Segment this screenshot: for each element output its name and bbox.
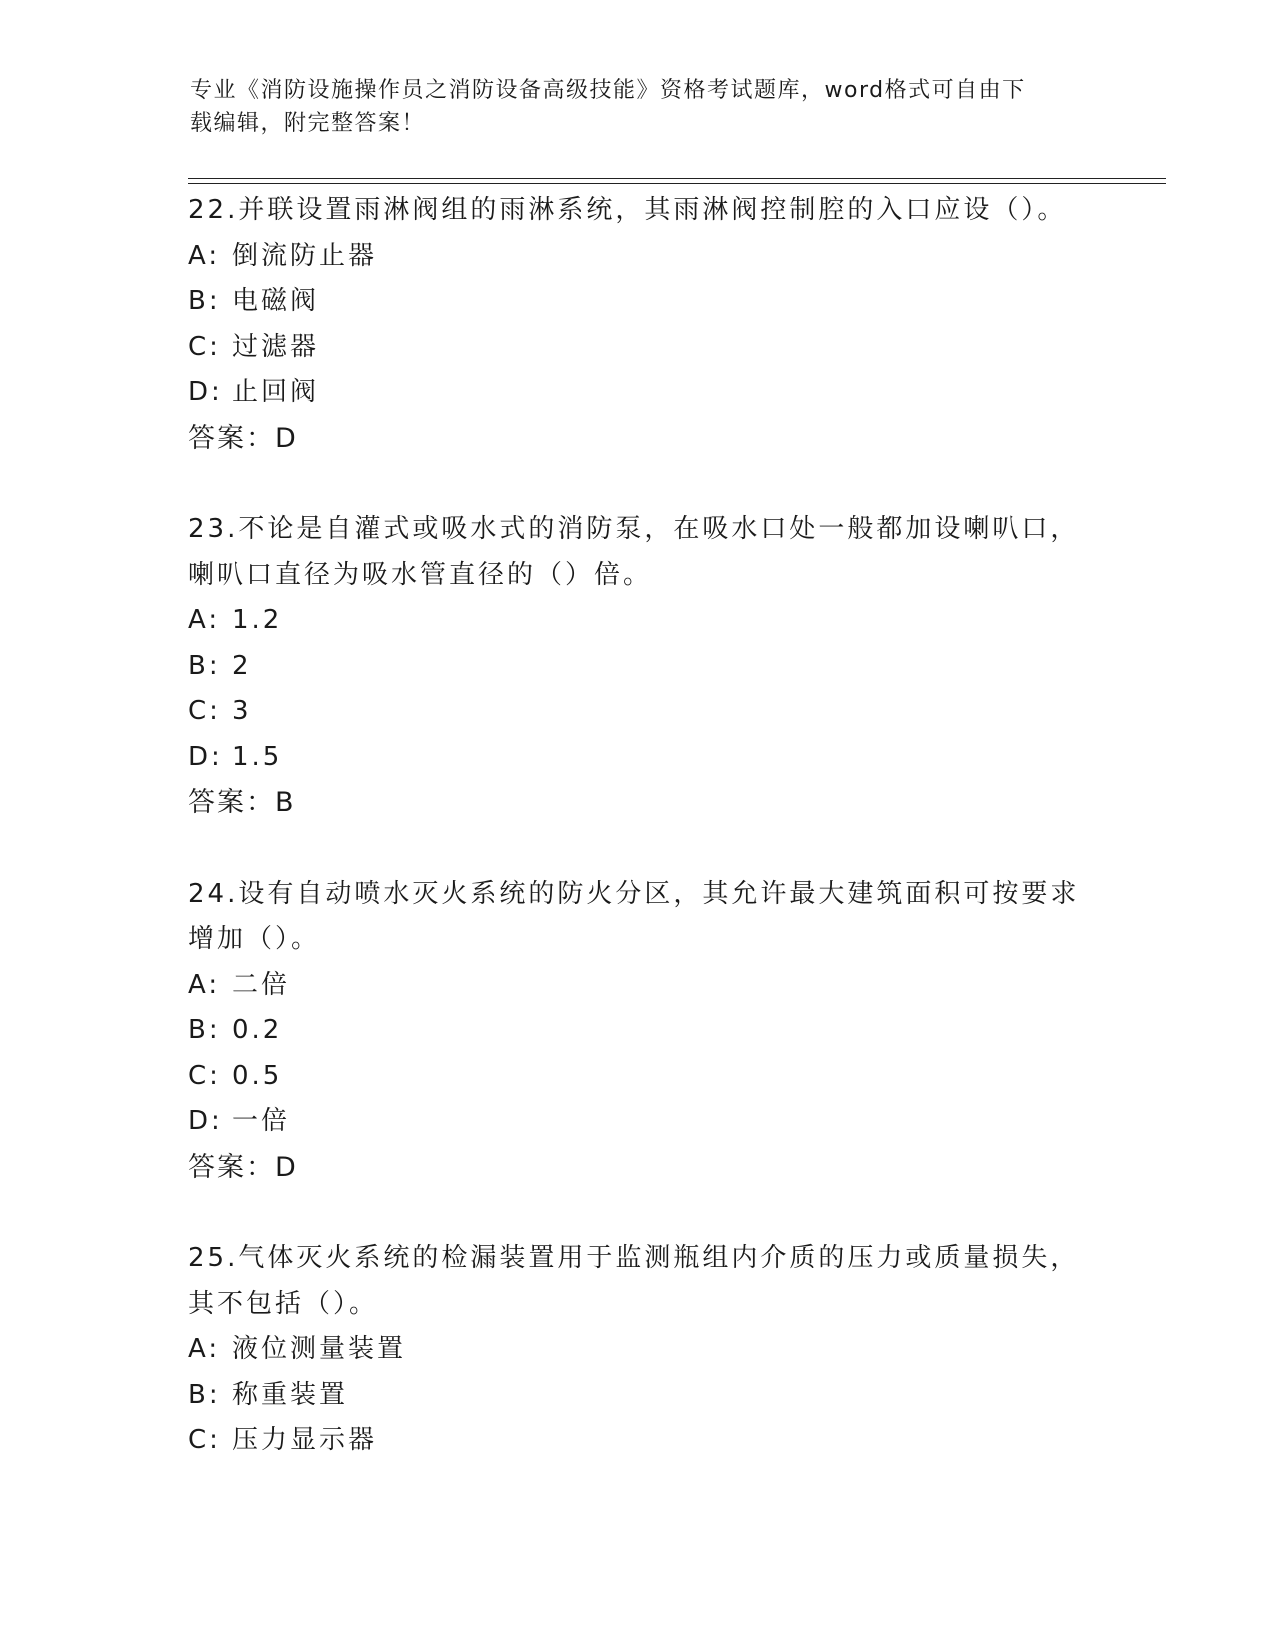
answer-line: 答案：B bbox=[188, 787, 296, 818]
option-text: 倒流防止器 bbox=[232, 240, 378, 271]
question-text: 22.并联设置雨淋阀组的雨淋系统，其雨淋阀控制腔的入口应设（）。 bbox=[188, 195, 1067, 225]
option-c bbox=[188, 1054, 1108, 1100]
option-b bbox=[188, 644, 1108, 690]
option-text: 1.2 bbox=[232, 605, 283, 635]
option-c bbox=[188, 1418, 1108, 1464]
option-letter: C: bbox=[188, 1060, 221, 1091]
option-text: 1.5 bbox=[232, 741, 283, 772]
option-letter: C: bbox=[188, 696, 221, 726]
option-letter: B: bbox=[188, 1379, 221, 1410]
question-25 bbox=[188, 1236, 1108, 1464]
option-c bbox=[188, 325, 1108, 371]
option-text: 二倍 bbox=[232, 969, 291, 1000]
question-text-line-1: 23.不论是自灌式或吸水式的消防泵，在吸水口处一般都加设喇叭口， bbox=[188, 514, 1080, 544]
answer-line: 答案：D bbox=[188, 1151, 298, 1183]
option-letter: D: bbox=[188, 377, 223, 407]
option-letter: B: bbox=[188, 1015, 221, 1045]
question-22 bbox=[188, 188, 1108, 461]
option-letter: D: bbox=[188, 741, 223, 772]
question-24 bbox=[188, 872, 1108, 1191]
option-d bbox=[188, 735, 1108, 781]
option-letter: B: bbox=[188, 650, 221, 681]
option-text: 止回阀 bbox=[232, 377, 320, 407]
option-text: 0.2 bbox=[232, 1015, 283, 1045]
option-letter: A: bbox=[188, 969, 221, 1000]
header-divider-top bbox=[188, 178, 1166, 179]
header-line-1: 专业《消防设施操作员之消防设备高级技能》资格考试题库，word格式可自由下 bbox=[190, 78, 1026, 103]
option-d bbox=[188, 1099, 1108, 1145]
option-text: 电磁阀 bbox=[232, 286, 320, 316]
option-letter: C: bbox=[188, 331, 221, 362]
option-text: 液位测量装置 bbox=[232, 1334, 407, 1364]
question-text-line-2: 增加（）。 bbox=[188, 924, 321, 954]
option-text: 称重装置 bbox=[232, 1379, 349, 1410]
header-divider-bottom bbox=[188, 183, 1166, 184]
option-text: 0.5 bbox=[232, 1060, 283, 1091]
option-letter: C: bbox=[188, 1425, 221, 1455]
option-text: 过滤器 bbox=[232, 331, 320, 362]
option-b bbox=[188, 1373, 1108, 1419]
option-letter: A: bbox=[188, 605, 221, 635]
option-a bbox=[188, 234, 1108, 280]
header-line-2: 载编辑，附完整答案！ bbox=[190, 111, 426, 136]
option-letter: D: bbox=[188, 1106, 223, 1136]
document-header bbox=[190, 74, 1090, 140]
question-text-line-1: 24.设有自动喷水灭火系统的防火分区，其允许最大建筑面积可按要求 bbox=[188, 878, 1080, 909]
option-text: 一倍 bbox=[232, 1106, 291, 1136]
option-letter: A: bbox=[188, 240, 221, 271]
option-d bbox=[188, 370, 1108, 416]
question-text-line-1: 25.气体灭火系统的检漏装置用于监测瓶组内介质的压力或质量损失， bbox=[188, 1243, 1080, 1273]
option-c bbox=[188, 689, 1108, 735]
option-a bbox=[188, 963, 1108, 1009]
question-text-line-2: 其不包括（）。 bbox=[188, 1288, 379, 1319]
option-text: 压力显示器 bbox=[232, 1425, 378, 1455]
option-b bbox=[188, 1008, 1108, 1054]
option-a bbox=[188, 1327, 1108, 1373]
option-a bbox=[188, 598, 1108, 644]
option-text: 2 bbox=[232, 650, 252, 681]
option-letter: B: bbox=[188, 286, 221, 316]
question-23 bbox=[188, 507, 1108, 826]
question-list bbox=[188, 188, 1108, 1510]
question-text-line-2: 喇叭口直径为吸水管直径的（）倍。 bbox=[188, 559, 653, 590]
answer-line: 答案：D bbox=[188, 422, 298, 454]
option-text: 3 bbox=[232, 696, 252, 726]
option-letter: A: bbox=[188, 1334, 221, 1364]
option-b bbox=[188, 279, 1108, 325]
